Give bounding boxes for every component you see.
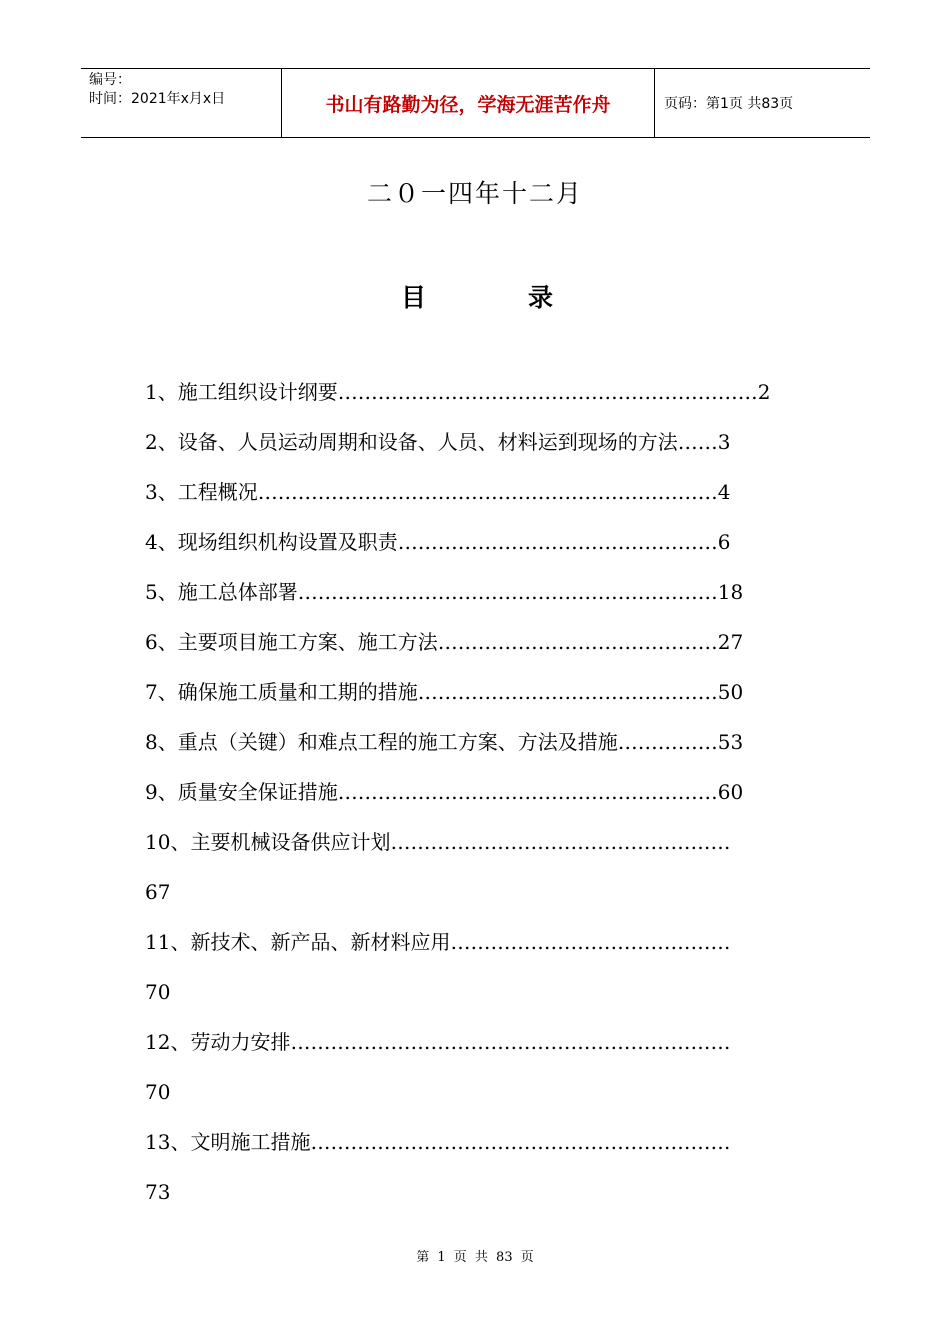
toc-entry[interactable]: 12、劳动力安排………………………………………………………… [145,1030,731,1054]
toc-entry[interactable]: 7、确保施工质量和工期的措施………………………………………50 [145,680,744,704]
page-footer: 第 1 页 共 83 页 [416,1250,534,1265]
toc-entry-page[interactable]: 73 [145,1180,171,1204]
toc-title-left: 目 [401,283,427,312]
toc-entry[interactable]: 6、主要项目施工方案、施工方法……………………………………27 [145,630,744,654]
toc-entry[interactable]: 5、施工总体部署………………………………………………………18 [145,580,744,604]
date-line: 二０一四年十二月 [366,179,583,208]
page-header [81,68,870,138]
toc-entry-page[interactable]: 67 [145,880,171,904]
toc-entry[interactable]: 1、施工组织设计纲要………………………………………………………2 [145,380,771,404]
toc-entry[interactable]: 9、质量安全保证措施…………………………………………………60 [145,780,744,804]
toc-entry[interactable]: 3、工程概况……………………………………………………………4 [145,480,731,504]
toc-entry[interactable]: 10、主要机械设备供应计划…………………………………………… [145,830,731,854]
toc-entry[interactable]: 8、重点（关键）和难点工程的施工方案、方法及措施……………53 [145,730,744,754]
time-label: 时间：2021年x月x日 [89,91,226,107]
toc-entry-page[interactable]: 70 [145,1080,171,1104]
header-page-info: 页码：第1页 共83页 [664,96,794,112]
number-label: 编号： [89,72,131,88]
toc-entry[interactable]: 13、文明施工措施……………………………………………………… [145,1130,731,1154]
table-of-contents [145,370,805,1220]
toc-entry[interactable]: 2、设备、人员运动周期和设备、人员、材料运到现场的方法……3 [145,430,731,454]
toc-title-right: 录 [528,283,554,312]
header-motto: 书山有路勤为径，学海无涯苦作舟 [282,69,655,137]
toc-entry[interactable]: 11、新技术、新产品、新材料应用…………………………………… [145,930,731,954]
toc-entry[interactable]: 4、现场组织机构设置及职责…………………………………………6 [145,530,731,554]
toc-entry-page[interactable]: 70 [145,980,171,1004]
header-meta [81,69,282,137]
